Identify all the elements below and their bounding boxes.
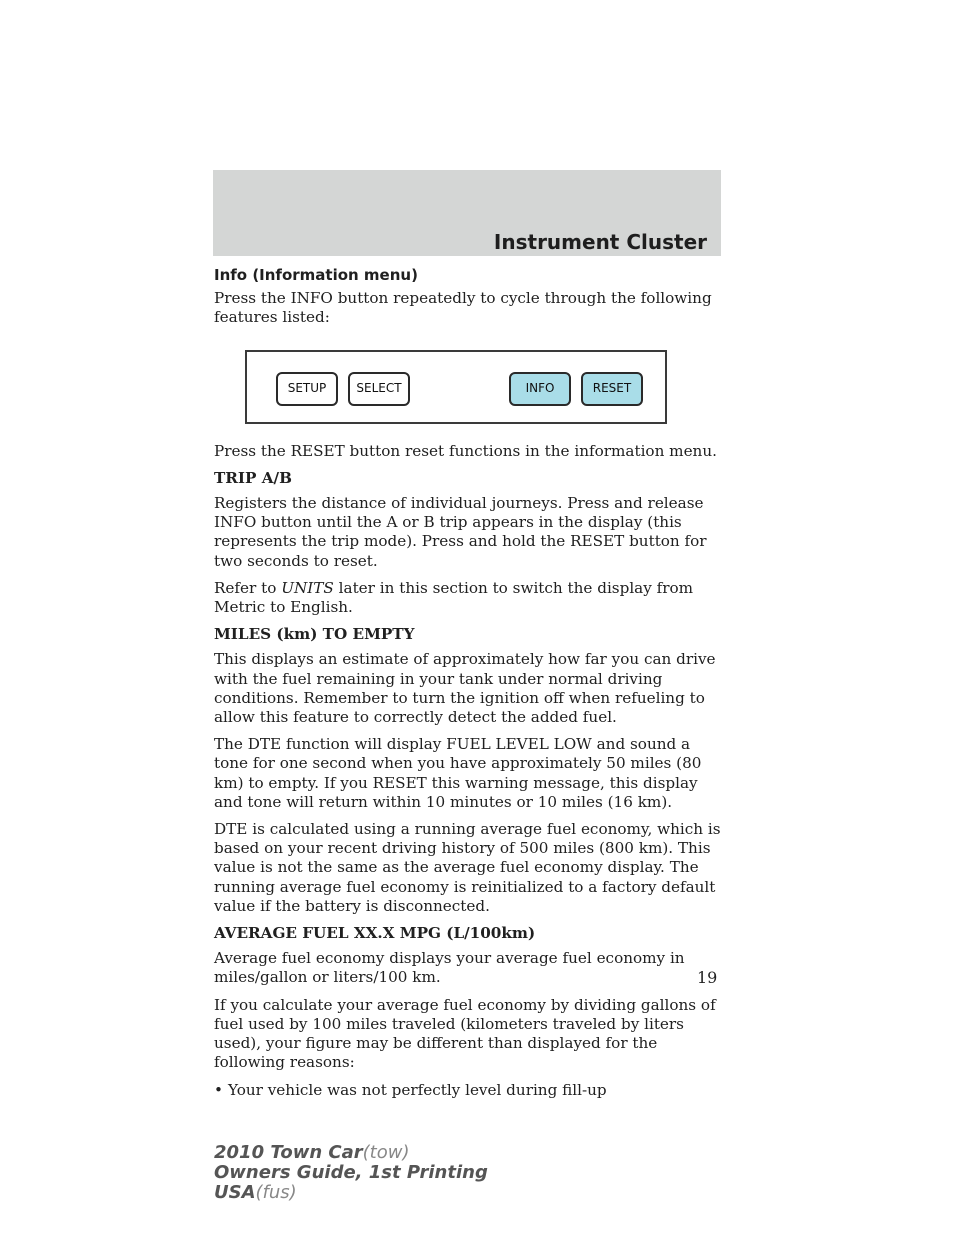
reset-note: Press the RESET button reset functions in the information menu.: [214, 441, 717, 460]
dte-paragraph-2: The DTE function will display FUEL LEVEL LOW and sound a tone for one second when you have approximately 50 miles (80 km) to empty. If you RESET this warning message, this display and tone will return within 10 minutes or 10 miles (16 km).: [214, 735, 702, 811]
page-title: Instrument Cluster: [493, 230, 707, 254]
page-number: 19: [697, 968, 718, 987]
page-content: [214, 262, 722, 1100]
footer-model-code: (tow): [362, 1142, 410, 1163]
dte-heading: MILES (km) TO EMPTY: [214, 625, 415, 644]
header-band: [213, 170, 721, 256]
intro-paragraph: Press the INFO button repeatedly to cycle through the following features listed:: [214, 289, 712, 327]
footer-model: 2010 Town Car: [214, 1142, 363, 1163]
units-ref-italic: UNITS: [281, 578, 334, 597]
units-ref-after: later in this section to switch the display from Metric to English.: [214, 578, 694, 617]
select-button: SELECT: [348, 372, 410, 406]
button-panel-diagram: [245, 350, 667, 424]
dte-paragraph-1: This displays an estimate of approximately how far you can drive with the fuel remaining in your tank under normal driving conditions. Remember to turn the ignition off when refueling to allow this feature to correctly detect the added fuel.: [214, 650, 716, 727]
avg-fuel-heading: AVERAGE FUEL XX.X MPG (L/100km): [214, 924, 536, 943]
footer-region: USA: [214, 1182, 256, 1203]
footer: [214, 1143, 488, 1203]
setup-button: SETUP: [276, 372, 338, 406]
info-button: INFO: [509, 372, 571, 406]
bullet-text: Your vehicle was not perfectly level during fill-up: [228, 1080, 607, 1099]
avg-fuel-paragraph-1: Average fuel economy displays your average fuel economy in miles/gallon or liters/100 km.: [214, 949, 685, 987]
trip-heading: TRIP A/B: [214, 468, 292, 487]
footer-region-code: (fus): [255, 1182, 297, 1203]
units-ref-before: Refer to: [214, 578, 282, 597]
bullet-icon: •: [214, 1080, 223, 1099]
section-title: Info (Information menu): [214, 266, 418, 284]
avg-fuel-paragraph-2: If you calculate your average fuel economy by dividing gallons of fuel used by 100 miles traveled (kilometers traveled by liters used), your figure may be different than displayed for the following reasons:: [214, 995, 716, 1072]
footer-guide: Owners Guide, 1st Printing: [214, 1162, 488, 1183]
dte-paragraph-3: DTE is calculated using a running average fuel economy, which is based on your recent driving history of 500 miles (800 km). This value is not the same as the average fuel economy display. The running average fuel economy is reinitialized to a factory default value if the battery is disconnected.: [214, 820, 721, 915]
list-item: [214, 1081, 722, 1100]
trip-paragraph: Registers the distance of individual journeys. Press and release INFO button until the A or B trip appears in the display (this represents the trip mode). Press and hold the RESET button for two seconds to reset.: [214, 494, 707, 570]
reset-button: RESET: [581, 372, 643, 406]
units-reference-paragraph: [214, 579, 722, 617]
